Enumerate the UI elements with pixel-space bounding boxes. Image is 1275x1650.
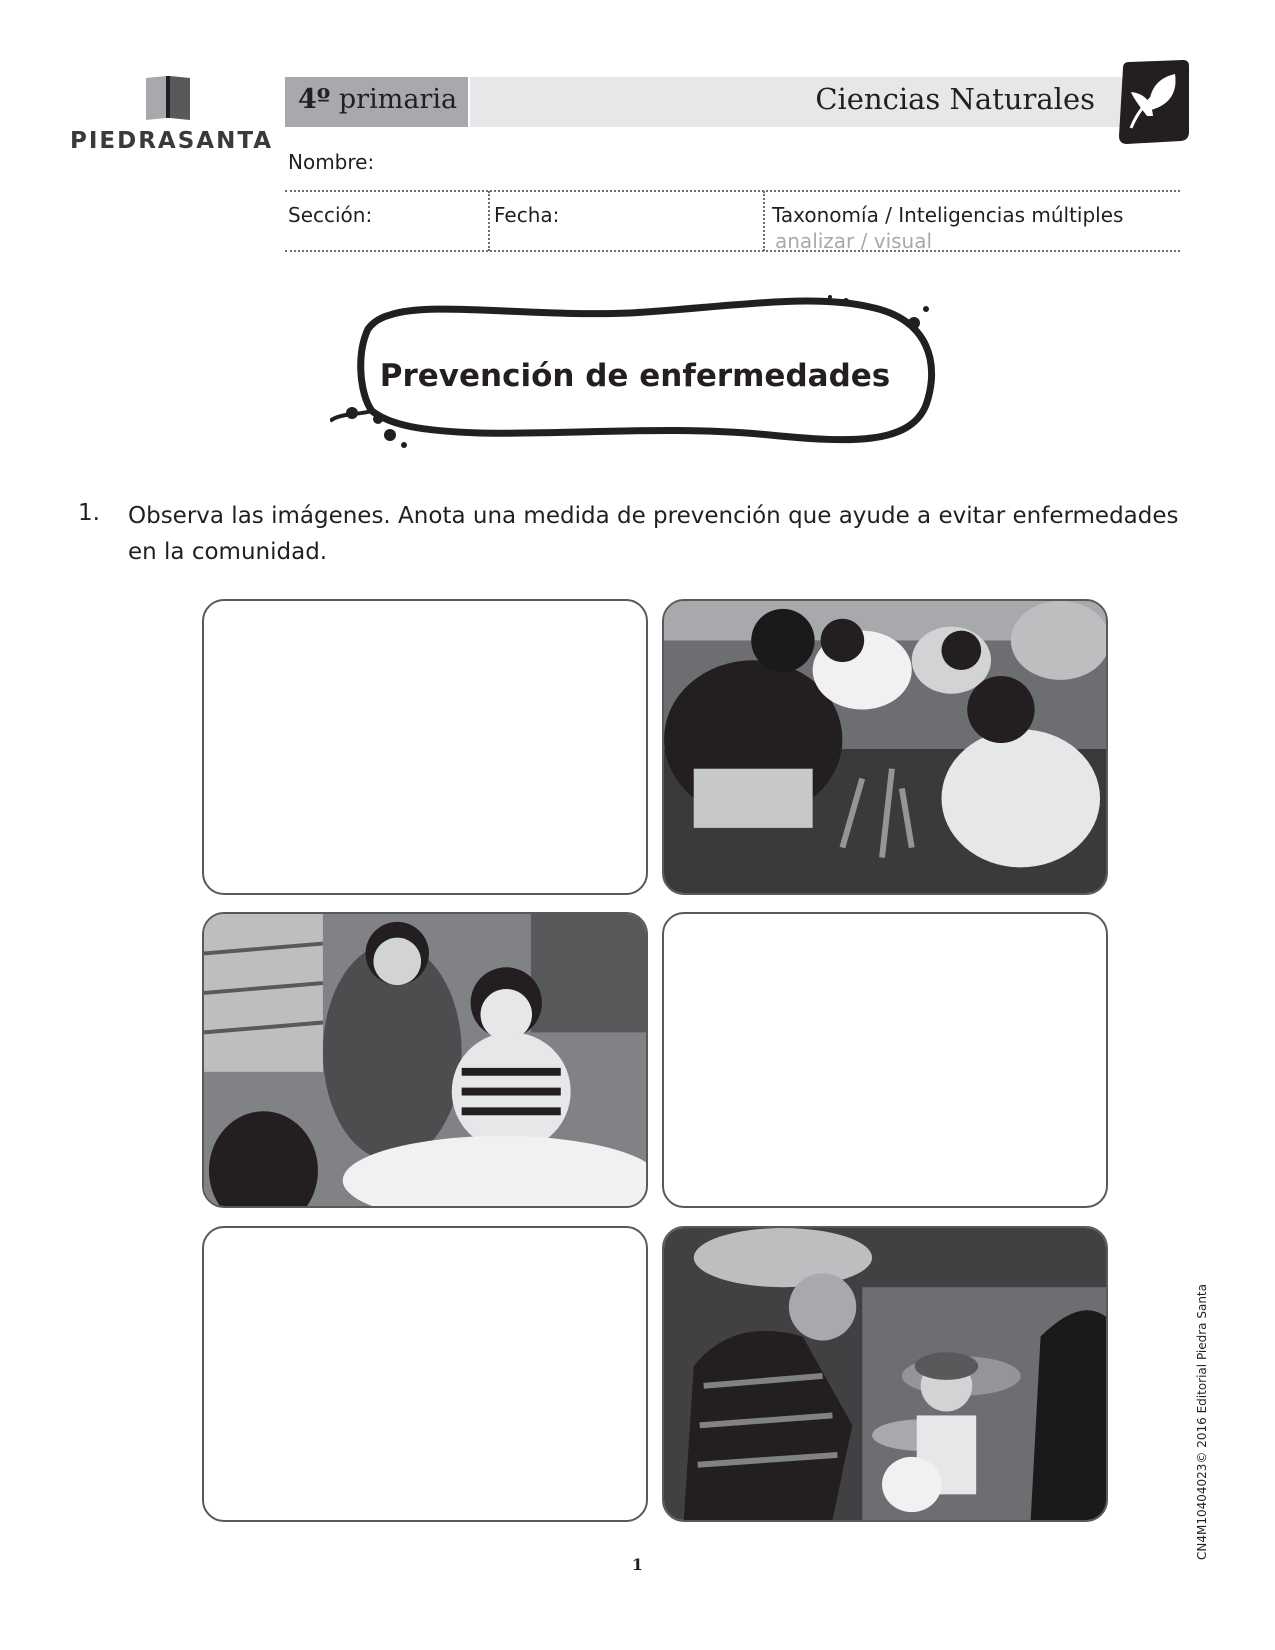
answer-box[interactable] bbox=[202, 1226, 648, 1522]
subject-title: Ciencias Naturales bbox=[815, 82, 1095, 116]
divider bbox=[285, 250, 1180, 252]
page-number: 1 bbox=[631, 1555, 644, 1574]
photo-woman-market bbox=[662, 1226, 1108, 1522]
worksheet-title: Prevención de enfermedades bbox=[379, 358, 891, 394]
divider bbox=[763, 191, 765, 251]
answer-box[interactable] bbox=[662, 912, 1108, 1208]
fecha-label: Fecha: bbox=[494, 203, 560, 227]
publisher-logo bbox=[70, 70, 274, 165]
copyright-notice: CN4M10404023© 2016 Editorial Piedra Santa bbox=[1195, 1284, 1209, 1560]
woman-market-photo-image bbox=[664, 1228, 1106, 1520]
divider bbox=[285, 190, 1180, 192]
answer-box[interactable] bbox=[202, 599, 648, 895]
taxonomia-label: Taxonomía / Inteligencias múltiples bbox=[772, 203, 1124, 227]
grade-number: 4º bbox=[298, 84, 331, 115]
taxonomia-values: analizar / visual bbox=[775, 229, 933, 253]
nombre-label: Nombre: bbox=[288, 150, 375, 174]
question-number: 1. bbox=[78, 500, 100, 526]
grade-label bbox=[298, 84, 457, 115]
seccion-label: Sección: bbox=[288, 203, 373, 227]
question-text: Observa las imágenes. Anota una medida de prevención que ayude a evitar enfermedades en la comunidad. bbox=[128, 503, 1179, 565]
divider bbox=[488, 191, 490, 251]
publisher-name: PIEDRASANTA bbox=[70, 128, 274, 154]
book-logo-icon bbox=[140, 74, 196, 122]
leaf-icon bbox=[1113, 58, 1193, 146]
grade-word: primaria bbox=[338, 84, 458, 115]
photo-children-bread-market bbox=[202, 912, 648, 1208]
gardening-photo-image bbox=[664, 601, 1106, 893]
bread-market-photo-image bbox=[204, 914, 646, 1206]
photo-children-gardening bbox=[662, 599, 1108, 895]
